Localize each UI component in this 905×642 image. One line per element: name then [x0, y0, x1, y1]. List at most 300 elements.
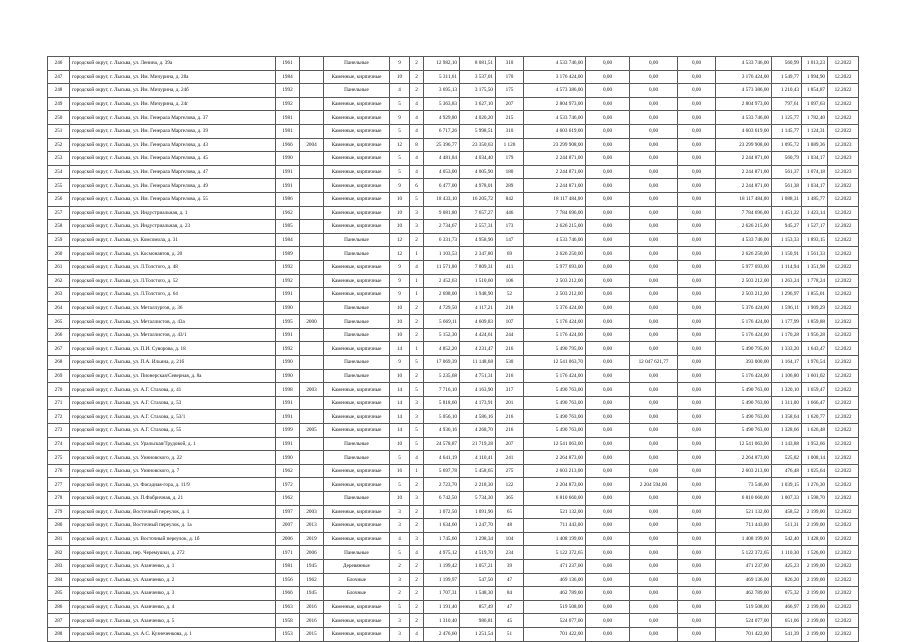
cell-residential-area: 4 117,21 [460, 301, 496, 315]
cell-address: городской округ, г. Лысьва, ул. А.Г. Стахова, д. 53/1 [70, 410, 276, 424]
cell-cost-total: 5 176 424,00 [524, 369, 586, 383]
cell-cost-regional: 0,00 [630, 301, 678, 315]
cell-cost-total: 3 176 424,00 [524, 70, 586, 84]
cell-residential-area: 1 948,90 [460, 288, 496, 302]
cell-max-unit-cost: 1 620,77 [802, 410, 828, 424]
cell-last-overhaul-year [300, 437, 324, 451]
cell-cost-owners: 5 490 763,00 [716, 383, 772, 397]
cell-cost-federal: 0,00 [586, 260, 630, 274]
cell-commissioning-year: 1990 [276, 451, 300, 465]
table-row [48, 206, 859, 220]
cell-total-area: 2 734,67 [424, 220, 460, 234]
cell-last-overhaul-year: 2013 [300, 519, 324, 533]
cell-entrances: 4 [410, 124, 424, 138]
cell-cost-local: 0,00 [678, 587, 716, 601]
cell-cost-local: 0,00 [678, 328, 716, 342]
cell-residents: 216 [496, 342, 524, 356]
cell-residents: 51 [496, 627, 524, 641]
cell-total-area: 1 745,60 [424, 532, 460, 546]
cell-unit-cost: 476,48 [772, 464, 802, 478]
cell-commissioning-year: 1953 [276, 627, 300, 641]
cell-total-area: 9 081,80 [424, 206, 460, 220]
cell-unit-cost: 1 145,77 [772, 124, 802, 138]
cell-entrances: 2 [410, 84, 424, 98]
cell-unit-cost: 1 328,66 [772, 424, 802, 438]
cell-commissioning-year: 1984 [276, 70, 300, 84]
table-row [48, 233, 859, 247]
cell-wall-material: Панельные [324, 247, 390, 261]
cell-cost-owners: 521 132,00 [716, 505, 772, 519]
cell-row-number: 285 [48, 587, 70, 601]
cell-entrances: 3 [410, 532, 424, 546]
table-row [48, 492, 859, 506]
cell-cost-owners: 5 490 795,00 [716, 342, 772, 356]
cell-row-number: 257 [48, 206, 70, 220]
cell-floors: 10 [390, 315, 410, 329]
cell-cost-federal: 0,00 [586, 165, 630, 179]
cell-cost-regional: 2 204 594,00 [630, 478, 678, 492]
cell-wall-material: Каменные, кирпичные [324, 111, 390, 125]
cell-total-area: 24 578,87 [424, 437, 460, 451]
table-row [48, 315, 859, 329]
cell-address: городской округ, г. Лысьва, ул. Азанченко, д. 4 [70, 600, 276, 614]
cell-address: городской округ, г. Лысьва, ул. Им. Генерала Маргелова, д. 43 [70, 138, 276, 152]
cell-total-area: 5 363,83 [424, 97, 460, 111]
cell-residential-area: 4 034,40 [460, 152, 496, 166]
cell-commissioning-year: 1992 [276, 342, 300, 356]
cell-cost-federal: 0,00 [586, 451, 630, 465]
cell-total-area: 2 476,60 [424, 627, 460, 641]
cell-cost-regional: 0,00 [630, 396, 678, 410]
cell-last-overhaul-year: 2019 [300, 532, 324, 546]
cell-total-area: 4 053,00 [424, 165, 460, 179]
cell-commissioning-year: 1990 [276, 369, 300, 383]
cell-residents: 411 [496, 260, 524, 274]
cell-address: городской округ, г. Лысьва, ул. Им. Мичурина, д. 28а [70, 70, 276, 84]
cell-cost-owners: 7 784 696,00 [716, 206, 772, 220]
cell-cost-owners: 6 810 660,00 [716, 492, 772, 506]
cell-cost-local: 0,00 [678, 315, 716, 329]
cell-wall-material: Каменные, кирпичные [324, 274, 390, 288]
cell-max-unit-cost: 2 199,00 [802, 587, 828, 601]
cell-row-number: 258 [48, 220, 70, 234]
cell-address: городской округ, г. Лысьва, ул. П.Фабричная, д. 21 [70, 492, 276, 506]
cell-residents: 170 [496, 70, 524, 84]
cell-row-number: 270 [48, 383, 70, 397]
cell-wall-material: Каменные, кирпичные [324, 70, 390, 84]
cell-cost-local: 0,00 [678, 410, 716, 424]
cell-cost-federal: 0,00 [586, 111, 630, 125]
cell-wall-material: Панельные [324, 328, 390, 342]
cell-last-overhaul-year: 2000 [300, 315, 324, 329]
cell-residential-area: 4 958,90 [460, 233, 496, 247]
cell-cost-local: 0,00 [678, 451, 716, 465]
cell-unit-cost: 1 106,80 [772, 369, 802, 383]
cell-residential-area: 4 424,61 [460, 328, 496, 342]
cell-cost-regional: 0,00 [630, 260, 678, 274]
cell-last-overhaul-year: 2003 [300, 505, 324, 519]
cell-planned-date: 12.2022 [828, 627, 859, 641]
cell-unit-cost: 1 177,99 [772, 315, 802, 329]
cell-planned-date: 12.2022 [828, 492, 859, 506]
cell-cost-regional: 0,00 [630, 124, 678, 138]
cell-planned-date: 12.2022 [828, 559, 859, 573]
table-row [48, 342, 859, 356]
cell-cost-federal: 0,00 [586, 152, 630, 166]
cell-cost-federal: 0,00 [586, 124, 630, 138]
table-row [48, 124, 859, 138]
cell-row-number: 274 [48, 437, 70, 451]
cell-row-number: 255 [48, 179, 70, 193]
cell-planned-date: 12.2022 [828, 369, 859, 383]
cell-cost-local: 0,00 [678, 124, 716, 138]
cell-wall-material: Каменные, кирпичные [324, 192, 390, 206]
cell-cost-total: 6 810 660,00 [524, 492, 586, 506]
cell-max-unit-cost: 1 276,30 [802, 478, 828, 492]
cell-cost-total: 5 490 763,00 [524, 424, 586, 438]
cell-cost-regional: 0,00 [630, 519, 678, 533]
cell-last-overhaul-year [300, 111, 324, 125]
cell-commissioning-year: 1991 [276, 410, 300, 424]
cell-cost-total: 5 176 424,00 [524, 328, 586, 342]
cell-address: городской округ, г. Лысьва, ул. Им. Генерала Маргелова, д. 37 [70, 111, 276, 125]
cell-commissioning-year: 1990 [276, 356, 300, 370]
cell-cost-owners: 5 176 424,00 [716, 369, 772, 383]
cell-entrances: 3 [410, 206, 424, 220]
cell-residential-area: 11 148,68 [460, 356, 496, 370]
cell-commissioning-year: 2007 [276, 519, 300, 533]
cell-max-unit-cost: 1 601,02 [802, 369, 828, 383]
cell-cost-federal: 0,00 [586, 614, 630, 628]
cell-max-unit-cost: 1 859,88 [802, 315, 828, 329]
table-row [48, 546, 859, 560]
cell-max-unit-cost: 2 199,00 [802, 505, 828, 519]
cell-row-number: 271 [48, 396, 70, 410]
cell-commissioning-year: 1995 [276, 315, 300, 329]
cell-entrances: 1 [410, 247, 424, 261]
cell-commissioning-year: 1989 [276, 247, 300, 261]
cell-max-unit-cost: 1 994,90 [802, 70, 828, 84]
cell-residents: 289 [496, 179, 524, 193]
table-row [48, 519, 859, 533]
cell-wall-material: Панельные [324, 369, 390, 383]
cell-last-overhaul-year [300, 165, 324, 179]
cell-wall-material: Каменные, кирпичные [324, 152, 390, 166]
cell-residential-area: 21 719,28 [460, 437, 496, 451]
cell-wall-material: Каменные, кирпичные [324, 410, 390, 424]
cell-total-area: 1 199,42 [424, 559, 460, 573]
cell-cost-total: 5 490 763,00 [524, 410, 586, 424]
cell-last-overhaul-year [300, 179, 324, 193]
cell-cost-owners: 5 977 693,00 [716, 260, 772, 274]
cell-cost-regional: 0,00 [630, 57, 678, 71]
cell-floors: 9 [390, 288, 410, 302]
cell-last-overhaul-year [300, 152, 324, 166]
cell-cost-owners: 2 503 212,00 [716, 274, 772, 288]
cell-planned-date: 12.2022 [828, 546, 859, 560]
cell-entrances: 5 [410, 424, 424, 438]
cell-residents: 84 [496, 587, 524, 601]
cell-cost-local: 0,00 [678, 111, 716, 125]
cell-cost-local: 0,00 [678, 165, 716, 179]
table-row [48, 600, 859, 614]
cell-residents: 45 [496, 614, 524, 628]
cell-planned-date: 12.2022 [828, 410, 859, 424]
cell-cost-total: 4 573 386,00 [524, 84, 586, 98]
cell-planned-date: 12.2022 [828, 288, 859, 302]
cell-last-overhaul-year: 2016 [300, 614, 324, 628]
cell-total-area: 2 698,00 [424, 288, 460, 302]
cell-wall-material: Панельные [324, 315, 390, 329]
cell-residents: 173 [496, 220, 524, 234]
cell-cost-owners: 2 626 250,00 [716, 247, 772, 261]
cell-row-number: 263 [48, 288, 70, 302]
cell-row-number: 246 [48, 57, 70, 71]
table-row [48, 396, 859, 410]
cell-cost-federal: 0,00 [586, 573, 630, 587]
cell-wall-material: Каменные, кирпичные [324, 383, 390, 397]
cell-last-overhaul-year [300, 124, 324, 138]
cell-wall-material: Панельные [324, 437, 390, 451]
cell-max-unit-cost: 1 097,63 [802, 97, 828, 111]
cell-wall-material: Деревянные [324, 559, 390, 573]
cell-planned-date: 12.2023 [828, 138, 859, 152]
cell-last-overhaul-year [300, 97, 324, 111]
cell-total-area: 18 433,10 [424, 192, 460, 206]
cell-commissioning-year: 1961 [276, 57, 300, 71]
cell-cost-regional: 0,00 [630, 410, 678, 424]
cell-residents: 310 [496, 57, 524, 71]
cell-commissioning-year: 1981 [276, 111, 300, 125]
cell-last-overhaul-year [300, 301, 324, 315]
cell-commissioning-year: 1991 [276, 165, 300, 179]
cell-residents: 122 [496, 478, 524, 492]
cell-cost-owners: 5 376 424,00 [716, 301, 772, 315]
cell-total-area: 2 723,70 [424, 478, 460, 492]
cell-cost-total: 4 533 746,00 [524, 57, 586, 71]
table-row [48, 274, 859, 288]
cell-cost-owners: 4 603 619,00 [716, 124, 772, 138]
cell-residents: 216 [496, 410, 524, 424]
cell-cost-regional: 0,00 [630, 220, 678, 234]
cell-max-unit-cost: 1 782,40 [802, 111, 828, 125]
cell-residential-area: 4 005,90 [460, 165, 496, 179]
cell-cost-federal: 0,00 [586, 84, 630, 98]
cell-unit-cost: 1 143,88 [772, 437, 802, 451]
cell-cost-local: 0,00 [678, 288, 716, 302]
cell-cost-federal: 0,00 [586, 247, 630, 261]
cell-cost-total: 2 626 215,00 [524, 220, 586, 234]
cell-floors: 14 [390, 396, 410, 410]
cell-last-overhaul-year [300, 288, 324, 302]
cell-commissioning-year: 1963 [276, 600, 300, 614]
cell-cost-total: 5 977 693,00 [524, 260, 586, 274]
cell-residential-area: 2 557,31 [460, 220, 496, 234]
cell-cost-regional: 0,00 [630, 451, 678, 465]
table-row [48, 505, 859, 519]
cell-residents: 365 [496, 492, 524, 506]
cell-cost-regional: 0,00 [630, 288, 678, 302]
cell-residential-area: 5 998,51 [460, 124, 496, 138]
cell-entrances: 4 [410, 97, 424, 111]
table-row [48, 152, 859, 166]
cell-cost-total: 521 132,00 [524, 505, 586, 519]
cell-cost-federal: 0,00 [586, 356, 630, 370]
cell-last-overhaul-year [300, 492, 324, 506]
cell-cost-federal: 0,00 [586, 532, 630, 546]
cell-last-overhaul-year: 1945 [300, 587, 324, 601]
cell-cost-federal: 0,00 [586, 192, 630, 206]
cell-cost-total: 4 533 746,00 [524, 233, 586, 247]
cell-cost-federal: 0,00 [586, 328, 630, 342]
cell-total-area: 4 975,12 [424, 546, 460, 560]
cell-cost-regional: 0,00 [630, 532, 678, 546]
cell-floors: 10 [390, 206, 410, 220]
cell-wall-material: Каменные, кирпичные [324, 614, 390, 628]
cell-floors: 5 [390, 451, 410, 465]
cell-entrances: 2 [410, 70, 424, 84]
cell-total-area: 4 729,50 [424, 301, 460, 315]
cell-residential-area: 547,50 [460, 573, 496, 587]
cell-max-unit-cost: 2 199,00 [802, 614, 828, 628]
cell-row-number: 250 [48, 111, 70, 125]
cell-planned-date: 12.2022 [828, 396, 859, 410]
cell-max-unit-cost: 1 643,47 [802, 342, 828, 356]
cell-residents: 216 [496, 424, 524, 438]
cell-floors: 9 [390, 274, 410, 288]
cell-entrances: 6 [410, 179, 424, 193]
cell-residential-area: 3 627,10 [460, 97, 496, 111]
cell-residential-area: 986,81 [460, 614, 496, 628]
cell-residents: 310 [496, 124, 524, 138]
cell-cost-owners: 2 603 213,00 [716, 464, 772, 478]
cell-residents: 52 [496, 288, 524, 302]
cell-planned-date: 12.2022 [828, 97, 859, 111]
cell-wall-material: Каменные, кирпичные [324, 478, 390, 492]
cell-planned-date: 12.2022 [828, 315, 859, 329]
cell-residential-area: 23 350,63 [460, 138, 496, 152]
cell-floors: 9 [390, 179, 410, 193]
cell-cost-total: 2 244 871,00 [524, 179, 586, 193]
cell-wall-material: Каменные, кирпичные [324, 627, 390, 641]
cell-max-unit-cost: 2 199,00 [802, 600, 828, 614]
cell-cost-local: 0,00 [678, 559, 716, 573]
cell-residents: 69 [496, 247, 524, 261]
cell-residents: 216 [496, 369, 524, 383]
cell-cost-regional: 0,00 [630, 179, 678, 193]
table-row [48, 260, 859, 274]
cell-max-unit-cost: 2 199,00 [802, 573, 828, 587]
cell-address: городской округ, г. Лысьва, ул. А.Г. Стахова, д. 41 [70, 383, 276, 397]
cell-cost-total: 5 376 424,00 [524, 301, 586, 315]
cell-residential-area: 7 657,27 [460, 206, 496, 220]
cell-unit-cost: 458,52 [772, 505, 802, 519]
cell-unit-cost: 1 596,11 [772, 301, 802, 315]
cell-commissioning-year: 1962 [276, 464, 300, 478]
cell-unit-cost: 560,99 [772, 57, 802, 71]
cell-unit-cost: 1 333,20 [772, 342, 802, 356]
cell-max-unit-cost: 1 854,87 [802, 84, 828, 98]
cell-wall-material: Каменные, кирпичные [324, 97, 390, 111]
cell-cost-total: 701 422,00 [524, 627, 586, 641]
cell-residential-area: 5 458,65 [460, 464, 496, 478]
cell-cost-regional: 0,00 [630, 70, 678, 84]
cell-floors: 10 [390, 492, 410, 506]
cell-planned-date: 12.2022 [828, 356, 859, 370]
cell-total-area: 6 331,73 [424, 233, 460, 247]
cell-cost-regional: 0,00 [630, 464, 678, 478]
table-row [48, 57, 859, 71]
cell-commissioning-year: 1962 [276, 206, 300, 220]
cell-cost-regional: 0,00 [630, 424, 678, 438]
cell-entrances: 4 [410, 451, 424, 465]
cell-cost-local: 0,00 [678, 138, 716, 152]
cell-entrances: 3 [410, 220, 424, 234]
cell-commissioning-year: 1998 [276, 383, 300, 397]
cell-commissioning-year: 1984 [276, 233, 300, 247]
cell-cost-regional: 0,00 [630, 573, 678, 587]
cell-total-area: 5 818,60 [424, 396, 460, 410]
cell-max-unit-cost: 1 855,01 [802, 288, 828, 302]
cell-floors: 14 [390, 383, 410, 397]
cell-max-unit-cost: 1 909,29 [802, 301, 828, 315]
cell-cost-local: 0,00 [678, 220, 716, 234]
cell-commissioning-year: 1992 [276, 84, 300, 98]
cell-residents: 39 [496, 559, 524, 573]
register-table-body [48, 57, 859, 642]
cell-row-number: 272 [48, 410, 70, 424]
cell-cost-local: 0,00 [678, 84, 716, 98]
cell-cost-federal: 0,00 [586, 546, 630, 560]
cell-last-overhaul-year [300, 233, 324, 247]
cell-cost-local: 0,00 [678, 437, 716, 451]
cell-residents: 234 [496, 546, 524, 560]
cell-entrances: 2 [410, 369, 424, 383]
cell-max-unit-cost: 1 351,98 [802, 260, 828, 274]
cell-entrances: 2 [410, 505, 424, 519]
cell-unit-cost: 1 095,72 [772, 138, 802, 152]
cell-wall-material: Каменные, кирпичные [324, 464, 390, 478]
cell-cost-federal: 0,00 [586, 138, 630, 152]
cell-wall-material: Каменные, кирпичные [324, 124, 390, 138]
cell-row-number: 260 [48, 247, 70, 261]
cell-cost-total: 5 122 372,65 [524, 546, 586, 560]
cell-entrances: 5 [410, 192, 424, 206]
cell-residential-area: 4 110,41 [460, 451, 496, 465]
cell-address: городской округ, г. Лысьва, ул. Азанченко, д. 3 [70, 587, 276, 601]
cell-residential-area: 4 268,70 [460, 424, 496, 438]
cell-address: городской округ, г. Лысьва, ул. Индустриальная, д. 1 [70, 206, 276, 220]
cell-residential-area: 4 163,90 [460, 383, 496, 397]
cell-cost-regional: 0,00 [630, 84, 678, 98]
cell-cost-federal: 0,00 [586, 206, 630, 220]
cell-cost-total: 18 117 484,00 [524, 192, 586, 206]
cell-residents: 180 [496, 165, 524, 179]
cell-last-overhaul-year [300, 328, 324, 342]
cell-cost-total: 4 603 619,00 [524, 124, 586, 138]
cell-cost-regional: 0,00 [630, 247, 678, 261]
cell-row-number: 269 [48, 369, 70, 383]
cell-max-unit-cost: 1 598,70 [802, 492, 828, 506]
cell-floors: 4 [390, 532, 410, 546]
cell-cost-regional: 0,00 [630, 600, 678, 614]
table-row [48, 220, 859, 234]
cell-total-area: 6 477,00 [424, 179, 460, 193]
cell-address: городской округ, г. Лысьва, ул. Металлургов, д. 36 [70, 301, 276, 315]
cell-unit-cost: 1 150,91 [772, 247, 802, 261]
cell-planned-date: 12.2022 [828, 573, 859, 587]
cell-unit-cost: 560,79 [772, 152, 802, 166]
